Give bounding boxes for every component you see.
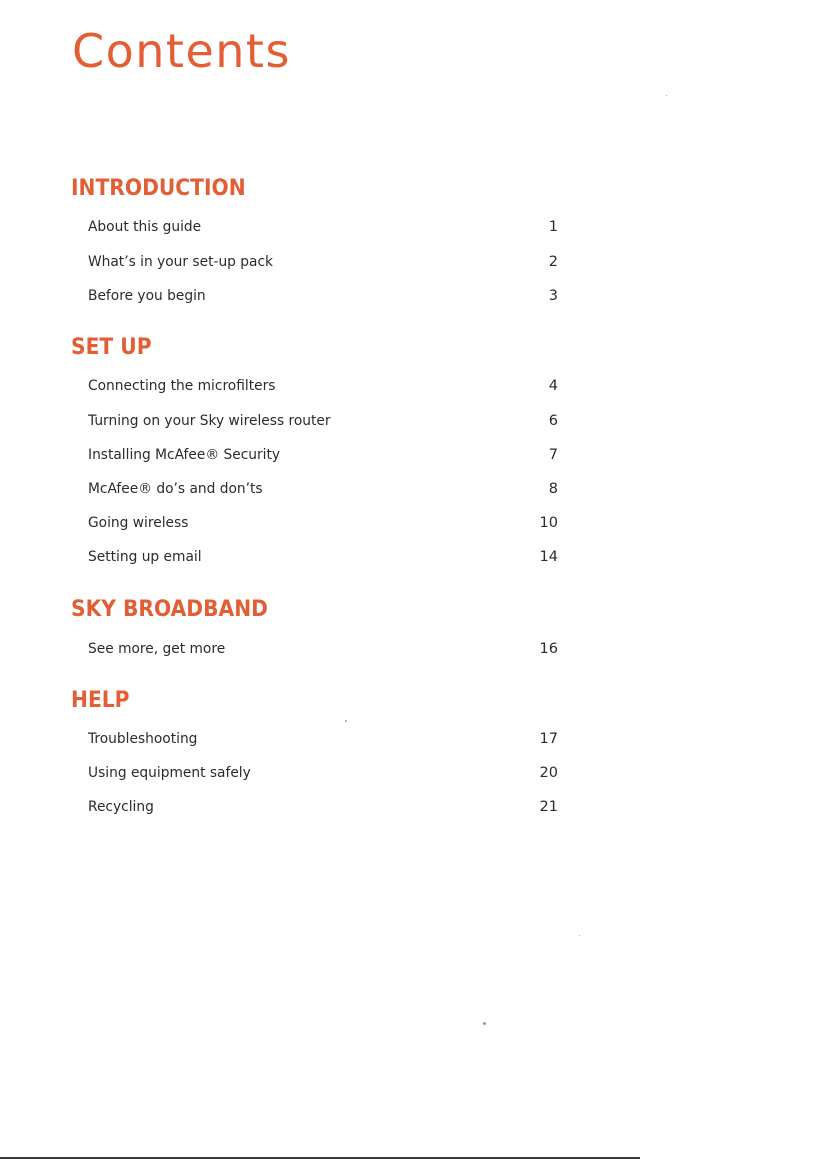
- toc-entry-page-number: 14: [539, 549, 558, 565]
- scan-speck: [666, 95, 667, 96]
- toc-entry-before-you-begin[interactable]: [88, 286, 558, 306]
- section-heading-set-up: SET UP: [71, 335, 152, 360]
- section-heading-introduction: INTRODUCTION: [71, 176, 246, 201]
- toc-entry-page-number: 20: [539, 765, 558, 781]
- toc-entry-installing-mcafee-security[interactable]: [88, 445, 558, 465]
- toc-entry-connecting-the-microfilters[interactable]: [88, 376, 558, 396]
- toc-entry-page-number: 10: [539, 515, 558, 531]
- toc-entry-using-equipment-safely[interactable]: [88, 763, 558, 783]
- toc-entry-turning-on-your-sky-wireless-router[interactable]: [88, 411, 558, 431]
- toc-entry-page-number: 17: [539, 731, 558, 747]
- toc-entry-label: About this guide: [88, 219, 202, 235]
- toc-entry-label: Going wireless: [88, 515, 189, 531]
- toc-entry-page-number: 7: [548, 447, 558, 463]
- page-title: Contents: [72, 24, 291, 78]
- scan-speck: [345, 720, 347, 722]
- toc-entry-see-more-get-more[interactable]: [88, 639, 558, 659]
- toc-entry-label: Recycling: [88, 799, 154, 815]
- scan-speck: [579, 935, 580, 936]
- toc-entry-page-number: 21: [539, 799, 558, 815]
- toc-entry-label: Troubleshooting: [88, 731, 198, 747]
- toc-entry-setting-up-email[interactable]: [88, 547, 558, 567]
- toc-entry-page-number: 6: [548, 413, 558, 429]
- toc-entry-label: Connecting the microfilters: [88, 378, 276, 394]
- section-heading-sky-broadband: SKY BROADBAND: [71, 597, 268, 622]
- scan-speck: [483, 1022, 486, 1025]
- toc-entry-label: What’s in your set-up pack: [88, 254, 274, 270]
- toc-entry-page-number: 4: [548, 378, 558, 394]
- toc-entry-page-number: 3: [548, 288, 558, 304]
- toc-entry-label: Before you begin: [88, 288, 206, 304]
- toc-entry-label: Setting up email: [88, 549, 202, 565]
- toc-entry-label: McAfee® do’s and don’ts: [88, 481, 263, 497]
- toc-entry-whats-in-your-set-up-pack[interactable]: [88, 252, 558, 272]
- toc-entry-label: See more, get more: [88, 641, 226, 657]
- toc-entry-page-number: 2: [548, 254, 558, 270]
- toc-entry-page-number: 16: [539, 641, 558, 657]
- toc-entry-page-number: 8: [548, 481, 558, 497]
- toc-entry-label: Installing McAfee® Security: [88, 447, 281, 463]
- section-heading-help: HELP: [71, 688, 130, 713]
- toc-entry-page-number: 1: [548, 219, 558, 235]
- toc-entry-recycling[interactable]: [88, 797, 558, 817]
- toc-entry-about-this-guide[interactable]: [88, 217, 558, 237]
- toc-entry-label: Using equipment safely: [88, 765, 251, 781]
- toc-entry-troubleshooting[interactable]: [88, 729, 558, 749]
- toc-entry-label: Turning on your Sky wireless router: [88, 413, 331, 429]
- toc-entry-mcafee-dos-and-donts[interactable]: [88, 479, 558, 499]
- toc-entry-going-wireless[interactable]: [88, 513, 558, 533]
